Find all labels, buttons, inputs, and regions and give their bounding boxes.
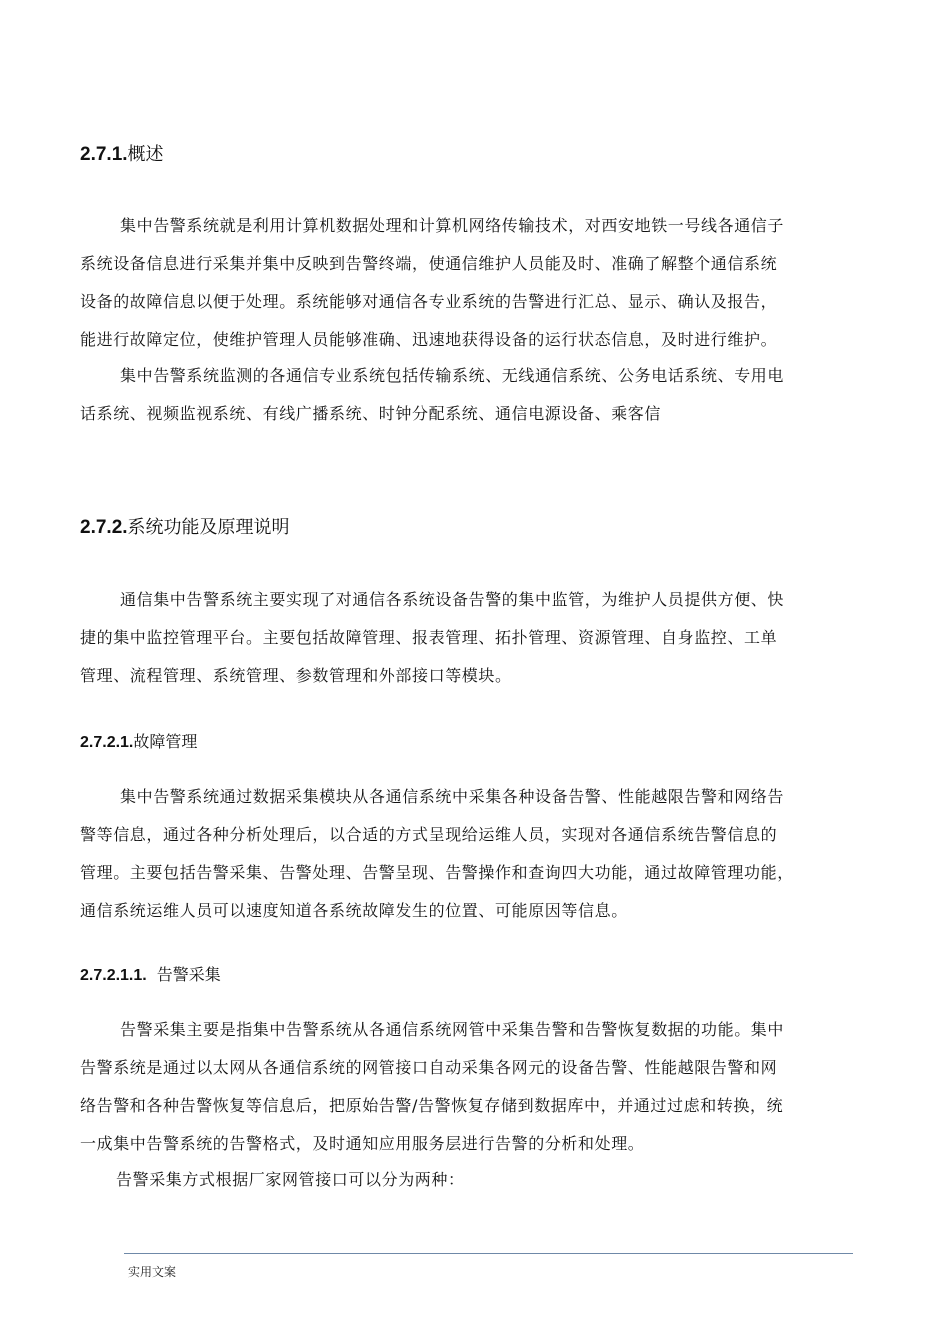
text-line: 集中告警系统监测的各通信专业系统包括传输系统、无线通信系统、公务电话系统、专用电 [120,366,785,385]
heading-number: 2.7.1. [80,144,128,165]
heading-2-7-2 [80,516,290,540]
text-line: 络告警和各种告警恢复等信息后，把原始告警/告警恢复存储到数据库中，并通过过虑和转换，统 [80,1096,784,1115]
paragraph-alarm-collection [80,1011,910,1163]
footer-divider [124,1253,853,1254]
text-line: 警等信息，通过各种分析处理后，以合适的方式呈现给运维人员，实现对各通信系统告警信息的 [80,825,778,844]
paragraph-overview [80,207,910,359]
heading-title: 概述 [127,144,164,165]
text-line: 管理。主要包括告警采集、告警处理、告警呈现、告警操作和查询四大功能，通过故障管理功能， [80,863,794,882]
heading-2-7-2-1-1 [80,963,221,988]
heading-2-7-1 [80,143,164,167]
text-line: 通信集中告警系统主要实现了对通信各系统设备告警的集中监管，为维护人员提供方便、快 [120,590,785,609]
text-line: 管理、流程管理、系统管理、参数管理和外部接口等模块。 [80,666,512,685]
text-line: 通信系统运维人员可以速度知道各系统故障发生的位置、可能原因等信息。 [80,901,628,920]
heading-number: 2.7.2.1.1. [80,967,147,984]
text-line: 集中告警系统就是利用计算机数据处理和计算机网络传输技术，对西安地铁一号线各通信子 [120,216,785,235]
heading-number: 2.7.2.1. [80,734,134,751]
footer-text: 实用文案 [128,1265,177,1279]
text-line: 告警采集方式根据厂家网管接口可以分为两种： [116,1170,465,1189]
heading-title: 告警采集 [156,965,221,984]
text-line: 能进行故障定位，使维护管理人员能够准确、迅速地获得设备的运行状态信息，及时进行维护。 [80,330,778,349]
heading-2-7-2-1 [80,730,197,755]
heading-title: 系统功能及原理说明 [127,517,290,538]
text-line: 话系统、视频监视系统、有线广播系统、时钟分配系统、通信电源设备、乘客信 [80,404,662,423]
text-line: 告警系统是通过以太网从各通信系统的网管接口自动采集各网元的设备告警、性能越限告警和网 [80,1058,778,1077]
text-line: 捷的集中监控管理平台。主要包括故障管理、报表管理、拓扑管理、资源管理、自身监控、工单 [80,628,778,647]
paragraph-functions [80,581,910,695]
paragraph-monitored-systems [80,357,910,433]
text-line: 一成集中告警系统的告警格式，及时通知应用服务层进行告警的分析和处理。 [80,1134,645,1153]
heading-number: 2.7.2. [80,517,128,538]
text-line: 告警采集主要是指集中告警系统从各通信系统网管中采集告警和告警恢复数据的功能。集中 [120,1020,785,1039]
paragraph-fault-management [80,778,910,930]
heading-title: 故障管理 [133,732,198,751]
text-line: 集中告警系统通过数据采集模块从各通信系统中采集各种设备告警、性能越限告警和网络告 [120,787,785,806]
text-line: 设备的故障信息以便于处理。系统能够对通信各专业系统的告警进行汇总、显示、确认及报告， [80,292,778,311]
paragraph-collection-methods [80,1161,910,1199]
text-line: 系统设备信息进行采集并集中反映到告警终端，使通信维护人员能及时、准确了解整个通信系统 [80,254,778,273]
